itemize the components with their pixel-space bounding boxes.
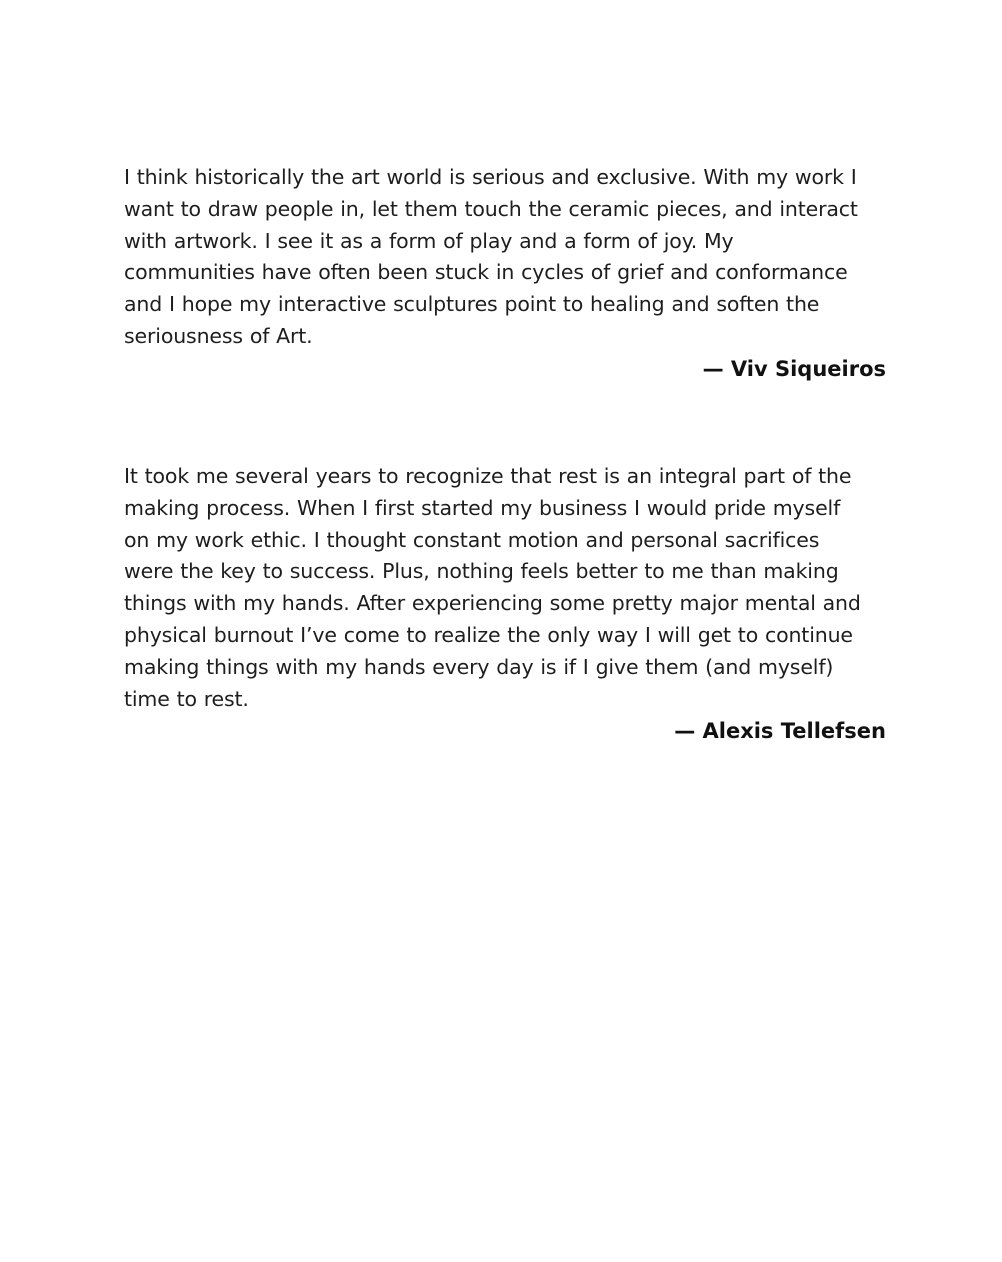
quote-line: want to draw people in, let them touch the ceramic pieces, and interact xyxy=(124,196,858,221)
quote-line: seriousness of Art. xyxy=(124,323,313,348)
quote-line: and I hope my interactive sculptures point to healing and soften the xyxy=(124,292,820,317)
quote-line: I think historically the art world is serious and exclusive. With my work I xyxy=(124,165,857,189)
quote-text xyxy=(124,162,888,353)
quote-line: with artwork. I see it as a form of play and a form of joy. My xyxy=(124,228,734,253)
quote-viv-siqueiros xyxy=(124,162,888,385)
quote-line: communities have often been stuck in cycles of grief and conformance xyxy=(124,260,848,285)
quote-alexis-tellefsen xyxy=(124,461,888,747)
quote-line: It took me several years to recognize that rest is an integral part of the xyxy=(124,464,852,488)
quote-line: were the key to success. Plus, nothing feels better to me than making xyxy=(124,559,839,584)
quote-text xyxy=(124,461,888,715)
quote-line: making process. When I first started my business I would pride myself xyxy=(124,495,841,520)
quote-line: on my work ethic. I thought constant motion and personal sacrifices xyxy=(124,527,820,552)
quote-line: things with my hands. After experiencing some pretty major mental and xyxy=(124,591,861,616)
quote-line: making things with my hands every day is if I give them (and myself) xyxy=(124,654,834,679)
quote-attribution: — Alexis Tellefsen xyxy=(674,719,886,744)
quote-attribution: — Viv Siqueiros xyxy=(702,356,886,381)
quote-line: physical burnout I’ve come to realize the only way I will get to continue xyxy=(124,622,853,647)
quote-line: time to rest. xyxy=(124,686,249,711)
